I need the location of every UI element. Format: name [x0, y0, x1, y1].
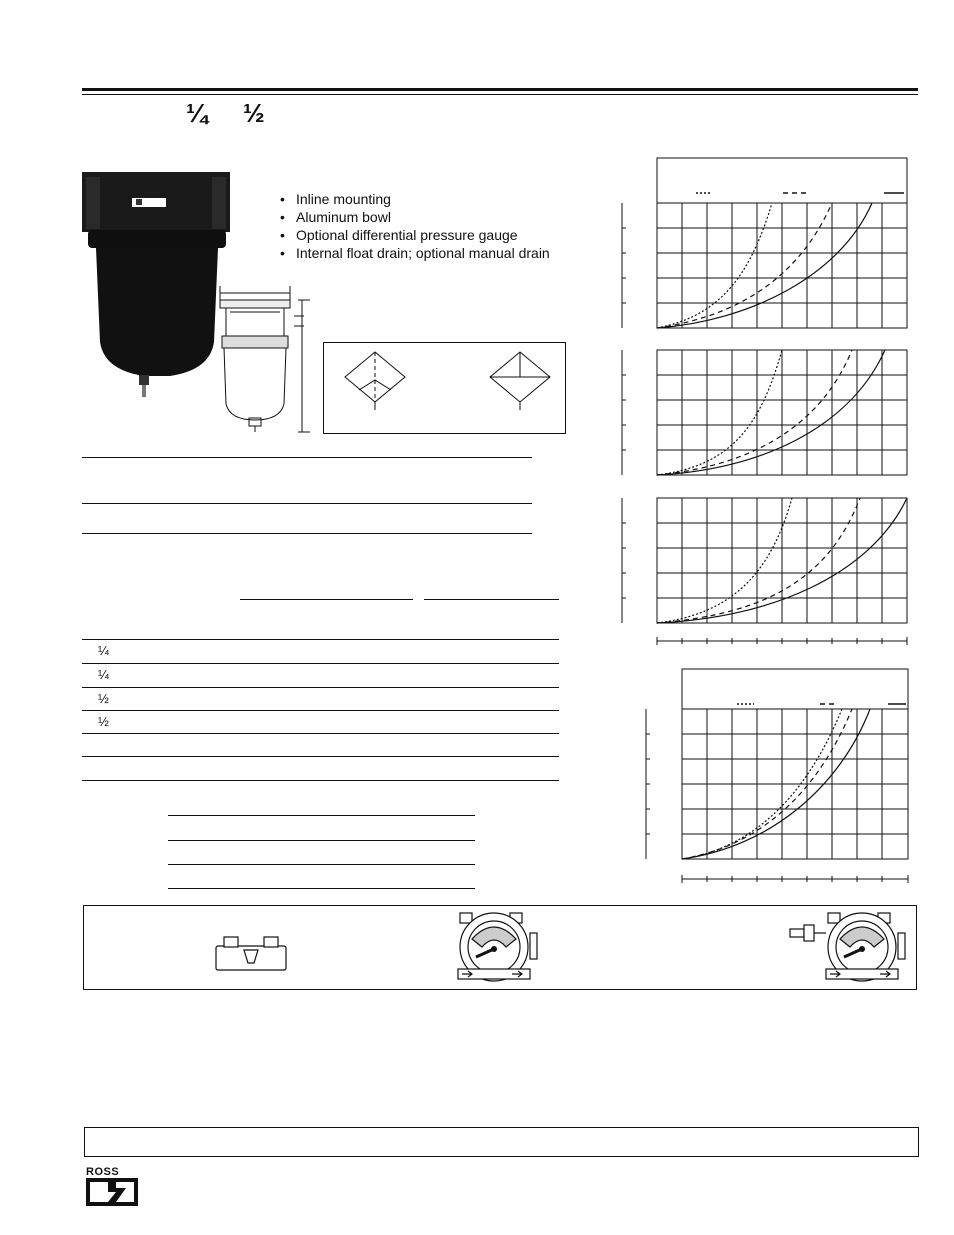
ross-logo — [86, 1178, 138, 1206]
brand-name: ROSS — [86, 1166, 120, 1178]
table-group-rule — [424, 599, 559, 600]
table-rule — [82, 663, 559, 664]
feature-item: • Inline mounting — [280, 190, 550, 208]
table-cell-size: ½ — [98, 691, 109, 706]
filter-manual-drain-symbol — [490, 352, 550, 412]
pressure-gauge-with-switch-icon — [788, 911, 908, 983]
table-rule — [82, 457, 532, 458]
table-group-rule — [240, 599, 413, 600]
feature-item: • Aluminum bowl — [280, 208, 550, 226]
product-photo — [82, 172, 232, 402]
table2-rule — [168, 840, 475, 841]
filter-symbol — [345, 352, 405, 412]
table-rule — [82, 639, 559, 640]
table-cell-size: ¼ — [98, 667, 109, 682]
table2-rule — [168, 815, 475, 816]
table-rule — [82, 733, 559, 734]
table-rule — [82, 710, 559, 711]
feature-item: • Internal float drain; optional manual drain — [280, 244, 550, 262]
table-cell-size: ½ — [98, 714, 109, 729]
table-rule — [82, 780, 559, 781]
feature-list — [280, 190, 550, 262]
table-rule — [82, 687, 559, 688]
flow-chart-3 — [620, 496, 910, 648]
feature-item: • Optional differential pressure gauge — [280, 226, 550, 244]
flow-chart-2 — [620, 348, 910, 478]
manual-drain-icon — [214, 933, 288, 973]
pressure-gauge-icon — [454, 911, 540, 983]
table-rule — [82, 756, 559, 757]
flow-chart-1 — [620, 156, 910, 331]
title-size-from: ¼ — [186, 98, 208, 128]
table-rule — [82, 533, 532, 534]
table-cell-size: ¼ — [98, 643, 109, 658]
table2-rule — [168, 864, 475, 865]
top-rule-thick — [82, 88, 918, 91]
chart-grid — [622, 203, 907, 328]
footer-box — [84, 1127, 919, 1157]
top-rule-thin — [82, 94, 918, 95]
table-rule — [82, 503, 532, 504]
flow-chart-4 — [640, 667, 912, 885]
title-size-to: ½ — [243, 98, 265, 128]
table2-rule — [168, 888, 475, 889]
dimension-drawing — [212, 286, 312, 436]
